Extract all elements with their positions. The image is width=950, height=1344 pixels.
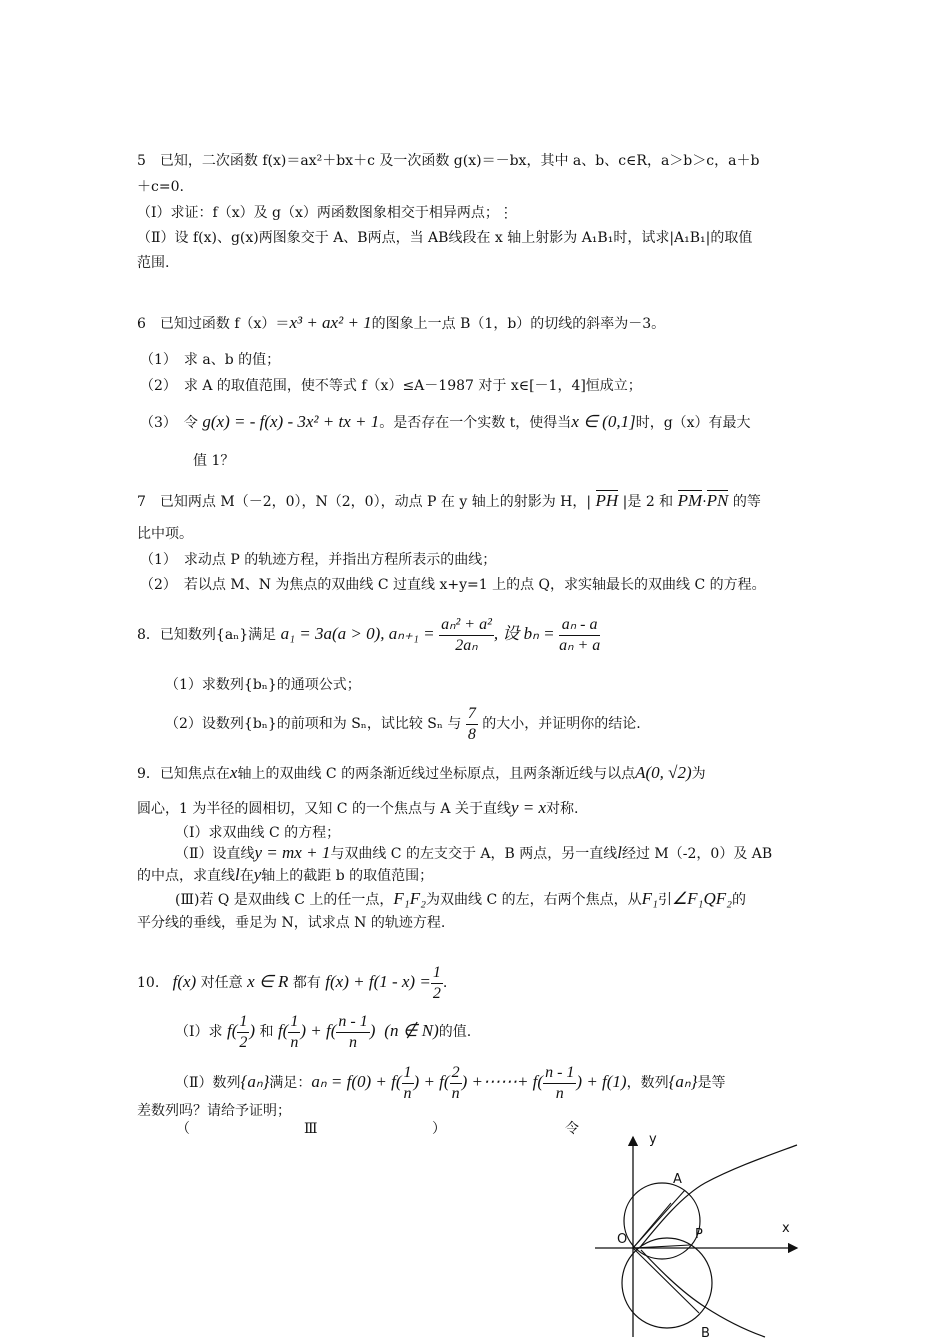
- hyperbola-upper-branch: [641, 1145, 797, 1246]
- p8-sub2: [165, 702, 641, 746]
- point-B-label: B: [701, 1326, 710, 1340]
- p9-x: x: [229, 763, 238, 782]
- p9-part2-l: l: [617, 843, 622, 862]
- p5-line2: ＋c=0.: [137, 179, 184, 195]
- p9-line2: [137, 799, 579, 818]
- p10-part3-let: 令: [565, 1121, 579, 1137]
- p9-part3-a: (Ⅲ)若 Q 是双曲线 C 上的任一点，: [175, 892, 394, 908]
- p10-half2-den: 2: [239, 1033, 248, 1051]
- p10-part2-g: 是等: [697, 1075, 726, 1091]
- p8-frac2: [559, 615, 600, 656]
- p6-text-a: 6 已知过函数 f（x）＝: [137, 316, 290, 332]
- p6-sub3-cont: 值 1？: [193, 453, 235, 469]
- point-O-label: O: [617, 1232, 628, 1247]
- p9-text-a: 9．已知焦点在: [137, 766, 230, 782]
- p10-num: 10.: [137, 975, 160, 991]
- p10-frac-half2: [237, 1012, 249, 1053]
- p8-frac3: [466, 704, 478, 745]
- p9-part2-line: y = mx + 1: [254, 843, 331, 862]
- p10-seq-an: {aₙ}: [240, 1072, 270, 1091]
- p10-part2-a: （Ⅱ）数列: [175, 1075, 241, 1091]
- p6-function-expr: x³ + ax² + 1: [289, 313, 372, 332]
- p8-line1: [137, 612, 600, 657]
- p7-line1: [137, 490, 761, 511]
- p10-half2-num: 1: [237, 1012, 249, 1033]
- p10-part2-f: 数列: [640, 1075, 669, 1091]
- p9-part2-d: 的中点，求直线: [137, 868, 235, 884]
- p10-text-b: 对任意: [200, 975, 243, 991]
- p9-point-a: A(0, √2): [635, 763, 692, 782]
- p10-fx: f(x): [172, 972, 197, 991]
- p6-sub3: [140, 413, 751, 432]
- p10-half-num: 1: [431, 963, 443, 984]
- p8-frac3-num: 7: [466, 704, 478, 725]
- p8-expr2: , 设 bₙ =: [493, 624, 555, 643]
- p10-part3-open: （: [176, 1121, 190, 1137]
- p8-text-a: 8．已知数列{aₙ}满足: [137, 627, 277, 643]
- p10-part1-b: 和: [259, 1024, 274, 1040]
- p8-sub1: （1）求数列{bₙ}的通项公式；: [165, 677, 361, 693]
- p7-dot: ·: [702, 494, 707, 510]
- p9-line-yx: y = x: [510, 798, 547, 817]
- p10-part1-d: 的值.: [438, 1024, 472, 1040]
- p7-text-c: 的等: [732, 494, 761, 510]
- p9-part3-b: 为双曲线 C 的左，右两个焦点，从: [426, 892, 642, 908]
- p9-line2-b: 对称.: [546, 801, 579, 817]
- p10-half-den: 2: [432, 984, 441, 1002]
- p10-part1: （Ⅰ）求 f( $\frac{1}{2}$ ) 和 f( $\frac{1}{n}$ ) + f( $\frac{n - 1}{n}$ ) (n ∉ N)的值.: [175, 1012, 472, 1051]
- p10-domain: x ∈ R: [247, 972, 289, 991]
- p10-part1-a: （Ⅰ）求: [175, 1024, 223, 1040]
- p7-text-b: |是 2 和: [622, 494, 674, 510]
- p8-frac2-num: aₙ - a: [559, 615, 600, 636]
- p9-part2-y: y: [253, 865, 262, 884]
- p6-line1: [137, 314, 665, 333]
- p9-part2-c: 经过 M（-2，0）及 AB: [621, 846, 773, 862]
- p9-text-b: 轴上的双曲线 C 的两条渐近线过坐标原点，且两条渐近线与以点: [237, 766, 636, 782]
- p9-part3-cont: 平分线的垂线，垂足为 N，试求点 N 的轨迹方程.: [137, 915, 446, 931]
- p5-line5: 范围.: [137, 255, 170, 271]
- p9-part2-e: 在: [239, 868, 254, 884]
- p9-part1: （Ⅰ）求双曲线 C 的方程；: [175, 825, 341, 841]
- p10-part2: （Ⅱ）数列{aₙ}满足：aₙ = f(0) + f( $\frac{1}{n}$ ) + f( $\frac{2}{n}$ ) +⋯⋯+ f( $\frac{n - 1}{n}$ ) + f(1)，数列{aₙ}是等: [175, 1063, 726, 1102]
- p6-sub3-expr: g(x) = - f(x) - 3x² + tx + 1: [202, 412, 380, 431]
- p6-sub2: （2） 求 A 的取值范围，使不等式 f（x）≤A－1987 对于 x∈[－1，4]恒成立；: [140, 378, 642, 394]
- p10-frac-half: [431, 963, 443, 1004]
- vector-pm: PM: [677, 491, 703, 510]
- p9-part3: [175, 890, 746, 909]
- p10-part2-b: 满足：: [269, 1075, 312, 1091]
- p10-part3-num: Ⅲ: [304, 1121, 318, 1137]
- x-axis-label: x: [782, 1221, 790, 1236]
- p8-frac1: [439, 615, 494, 656]
- p8-expr1: a₁ = 3a(a > 0), aₙ₊₁ =: [280, 624, 435, 643]
- p10-identity: f(x) + f(1 - x) =: [325, 972, 431, 991]
- lower-circle: [622, 1238, 712, 1328]
- p10-line1: 10. f(x) 对任意 x ∈ R 都有 f(x) + f(1 - x) = $\frac{1}{2}$ .: [137, 963, 448, 1002]
- p9-part3-f1: F₁: [641, 889, 658, 908]
- p5-part2: （Ⅱ）设 f(x)、g(x)两图象交于 A、B两点，当 AB线段在 x 轴上射影为 A₁B₁时，试求|A₁B₁|的取值: [137, 230, 753, 246]
- p8-frac1-den: 2aₙ: [455, 636, 478, 654]
- p10-condition: (n ∉ N): [384, 1021, 439, 1040]
- p9-line1: [137, 764, 706, 783]
- p8-sub2-a: （2）设数列{bₙ}的前项和为 Sₙ，试比较 Sₙ 与: [165, 716, 462, 732]
- p7-text-a: 7 已知两点 M（－2，0），N（2，0），动点 P 在 y 轴上的射影为 H，|: [137, 494, 592, 510]
- p8-frac3-den: 8: [467, 725, 476, 743]
- vector-pn: PN: [706, 491, 729, 510]
- p8-frac1-num: aₙ² + a²: [439, 615, 494, 636]
- hyperbola-lower-branch: [641, 1250, 765, 1337]
- p7-sub2: （2） 若以点 M、N 为焦点的双曲线 C 过直线 x+y=1 上的点 Q，求实轴最长的双曲线 C 的方程。: [140, 577, 766, 593]
- p9-part3-c: 引: [657, 892, 672, 908]
- point-A-label: A: [673, 1172, 682, 1187]
- p6-sub1: （1） 求 a、b 的值；: [140, 352, 281, 368]
- p5-line1: 5 已知，二次函数 f(x)＝ax²＋bx＋c 及一次函数 g(x)＝－bx，其中 a、b、c∈R，a＞b＞c，a＋b: [137, 153, 760, 169]
- p6-text-b: 的图象上一点 B（1，b）的切线的斜率为－3。: [371, 316, 666, 332]
- p8-sub2-b: 的大小，并证明你的结论.: [482, 716, 641, 732]
- p7-line2: 比中项。: [137, 526, 193, 542]
- p10-seq-an2: {aₙ}: [668, 1072, 698, 1091]
- segment-OB: [633, 1248, 699, 1313]
- p7-sub1: （1） 求动点 P 的轨迹方程，并指出方程所表示的曲线；: [140, 552, 497, 568]
- hyperbola-circles-figure: [585, 1125, 815, 1340]
- p9-text-c: 为: [691, 766, 706, 782]
- p9-part2-cont: [137, 866, 433, 885]
- vector-ph: PH: [595, 491, 619, 510]
- segment-aux: [633, 1203, 671, 1248]
- p9-part3-foci: F₁F₂: [393, 889, 427, 908]
- p9-part2-l2: l: [235, 865, 240, 884]
- p10-line3: 差数列吗？请给予证明；: [137, 1103, 291, 1119]
- p9-part2-a: （Ⅱ）设直线: [175, 846, 255, 862]
- p9-part3-angle: ∠F₁QF₂: [671, 889, 733, 908]
- p6-sub3-expr2: x ∈ (0,1]: [571, 412, 636, 431]
- p9-line2-a: 圆心，1 为半径的圆相切，又知 C 的一个焦点与 A 关于直线: [137, 801, 511, 817]
- p6-sub3-c: 时，g（x）有最大: [635, 415, 751, 431]
- p6-sub3-a: （3） 令: [140, 415, 198, 431]
- p6-sub3-b: 。是否存在一个实数 t，使得当: [379, 415, 572, 431]
- p10-part3-close: ）: [432, 1121, 446, 1137]
- p8-frac2-den: aₙ + a: [559, 636, 601, 654]
- p9-part2-f: 轴上的截距 b 的取值范围；: [261, 868, 434, 884]
- p10-text-d: 都有: [292, 975, 321, 991]
- y-axis-label: y: [649, 1132, 657, 1147]
- p9-part2: [175, 844, 772, 863]
- p5-part1: （Ⅰ）求证：f（x）及 g（x）两函数图象相交于相异两点；⋮: [137, 205, 513, 221]
- p9-part3-d: 的: [732, 892, 747, 908]
- p10-part2-sum: aₙ = f(0) + f(: [311, 1072, 402, 1091]
- point-P-label: P: [695, 1227, 703, 1242]
- p9-part2-b: 与双曲线 C 的左支交于 A，B 两点，另一直线: [330, 846, 618, 862]
